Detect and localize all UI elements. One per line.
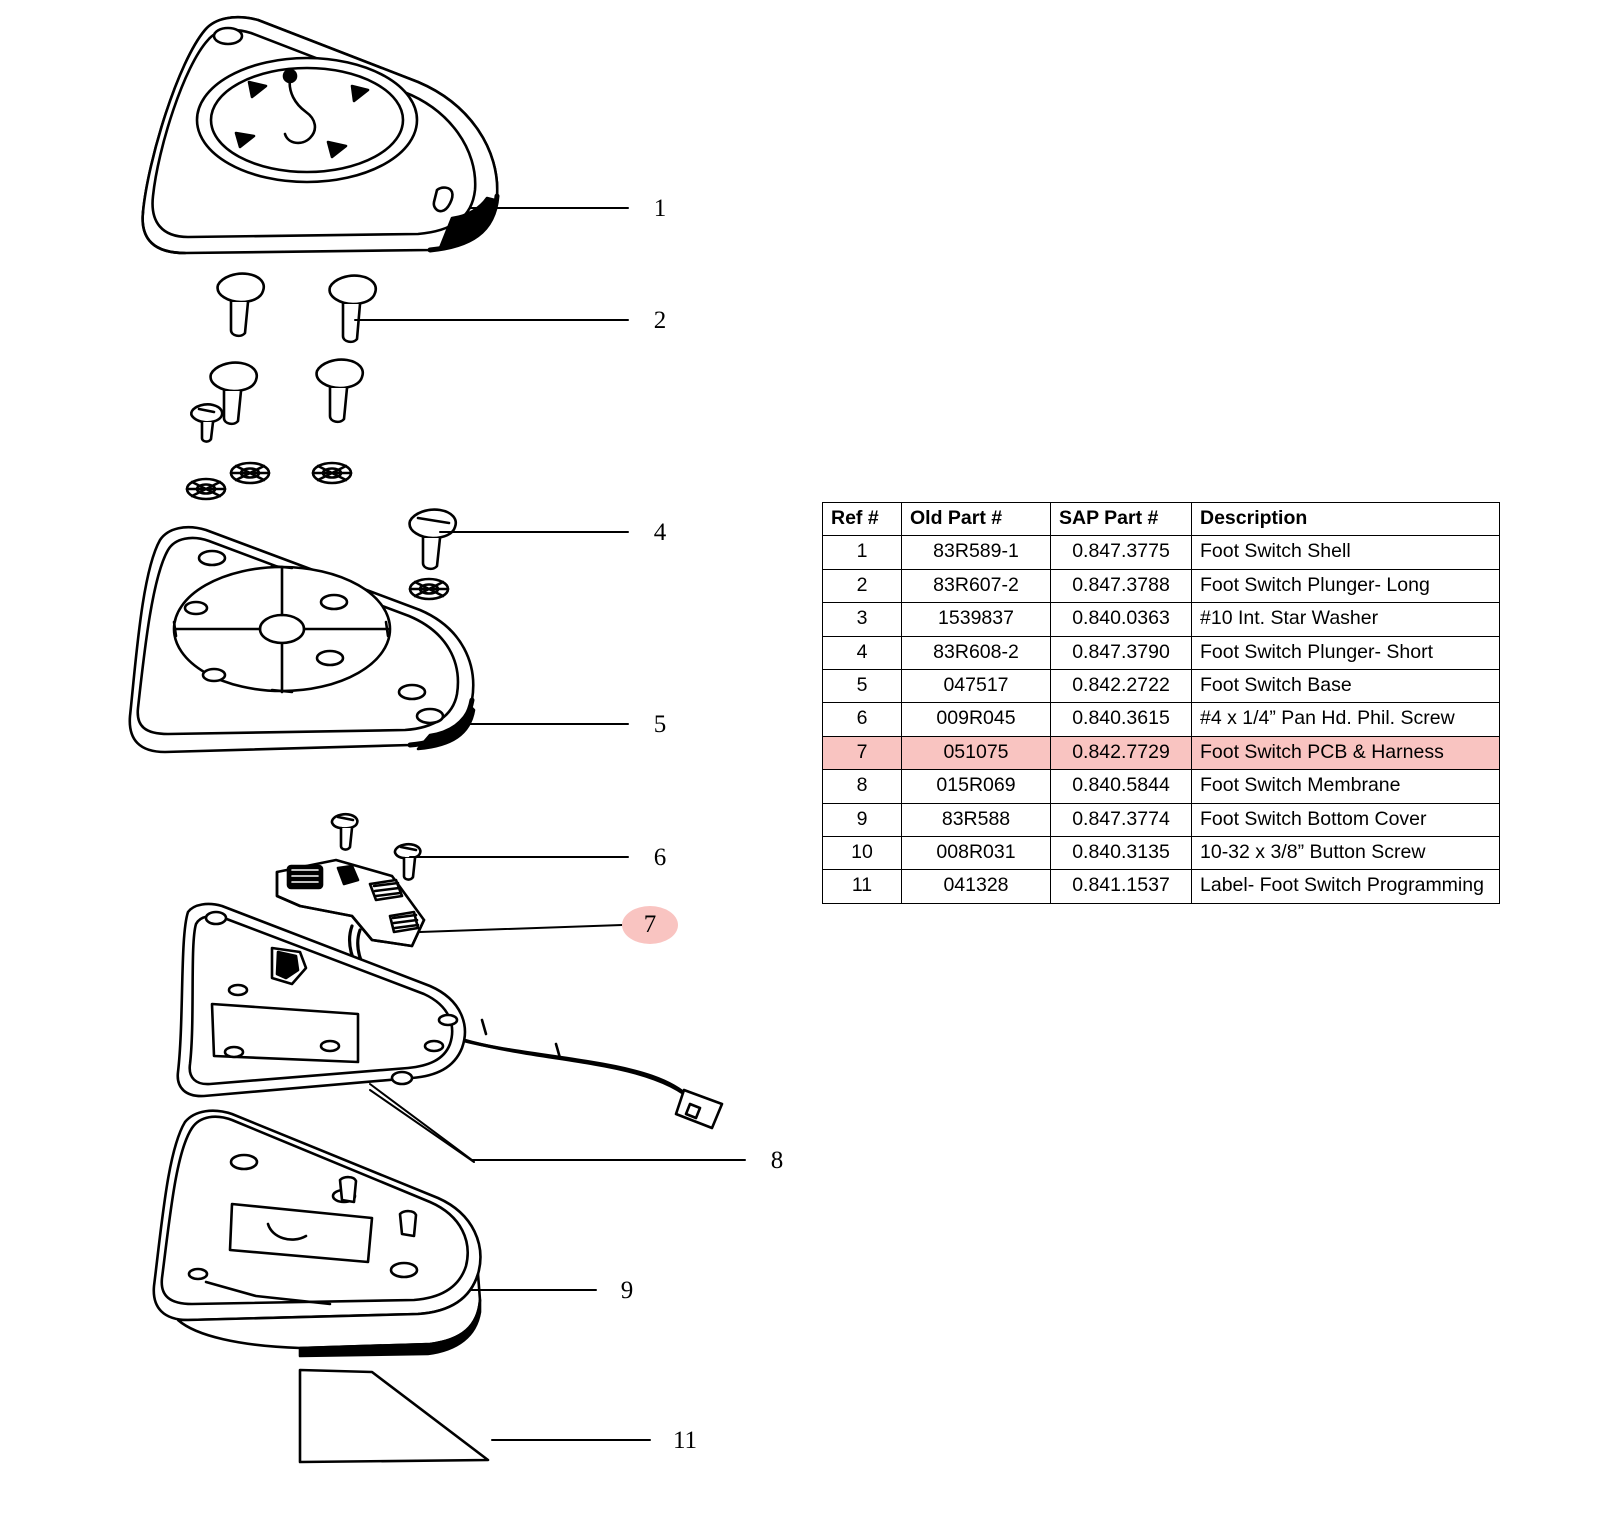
cell-sap: 0.840.3615 bbox=[1051, 703, 1192, 736]
table-row bbox=[823, 770, 1500, 803]
table-row bbox=[823, 569, 1500, 602]
cell-desc: Label- Foot Switch Programming bbox=[1192, 870, 1500, 903]
callout-8: 8 bbox=[770, 1147, 784, 1174]
callout-7-highlighted: 7 bbox=[622, 906, 678, 944]
cell-ref: 11 bbox=[823, 870, 902, 903]
part-foot-switch-bottom-cover bbox=[154, 1111, 481, 1356]
cell-desc: Foot Switch Plunger- Long bbox=[1192, 569, 1500, 602]
table-header-row bbox=[823, 503, 1500, 536]
table-row-highlighted bbox=[823, 736, 1500, 769]
cell-old: 83R607-2 bbox=[902, 569, 1051, 602]
cell-desc: 10-32 x 3/8” Button Screw bbox=[1192, 836, 1500, 869]
table-row bbox=[823, 836, 1500, 869]
part-plunger-long bbox=[218, 274, 376, 342]
cell-sap: 0.840.0363 bbox=[1051, 603, 1192, 636]
header-old-part: Old Part # bbox=[902, 503, 1051, 536]
cell-desc: Foot Switch Bottom Cover bbox=[1192, 803, 1500, 836]
table-row bbox=[823, 603, 1500, 636]
table-row bbox=[823, 636, 1500, 669]
table-row bbox=[823, 870, 1500, 903]
part-programming-label bbox=[300, 1370, 488, 1462]
parts-table bbox=[822, 502, 1500, 904]
cell-old: 009R045 bbox=[902, 703, 1051, 736]
callout-11: 11 bbox=[672, 1427, 698, 1454]
cell-sap: 0.847.3788 bbox=[1051, 569, 1192, 602]
cell-ref: 7 bbox=[823, 736, 902, 769]
table-row bbox=[823, 803, 1500, 836]
cell-sap: 0.842.2722 bbox=[1051, 669, 1192, 702]
cell-ref: 1 bbox=[823, 536, 902, 569]
cell-sap: 0.847.3774 bbox=[1051, 803, 1192, 836]
callout-1: 1 bbox=[653, 195, 667, 222]
header-sap-part: SAP Part # bbox=[1051, 503, 1192, 536]
cell-sap: 0.841.1537 bbox=[1051, 870, 1192, 903]
cell-old: 015R069 bbox=[902, 770, 1051, 803]
callout-6: 6 bbox=[653, 844, 667, 871]
cell-desc: #4 x 1/4” Pan Hd. Phil. Screw bbox=[1192, 703, 1500, 736]
table-row bbox=[823, 669, 1500, 702]
cell-ref: 4 bbox=[823, 636, 902, 669]
cell-desc: #10 Int. Star Washer bbox=[1192, 603, 1500, 636]
cell-ref: 5 bbox=[823, 669, 902, 702]
callout-2: 2 bbox=[653, 307, 667, 334]
cell-old: 83R608-2 bbox=[902, 636, 1051, 669]
callout-9: 9 bbox=[620, 1277, 634, 1304]
cell-old: 83R589-1 bbox=[902, 536, 1051, 569]
cell-ref: 3 bbox=[823, 603, 902, 636]
cell-old: 1539837 bbox=[902, 603, 1051, 636]
callout-5: 5 bbox=[653, 711, 667, 738]
parts-table-container bbox=[822, 502, 1500, 904]
cell-sap: 0.840.3135 bbox=[1051, 836, 1192, 869]
cell-old: 041328 bbox=[902, 870, 1051, 903]
cell-desc: Foot Switch Plunger- Short bbox=[1192, 636, 1500, 669]
cell-sap: 0.840.5844 bbox=[1051, 770, 1192, 803]
callout-4: 4 bbox=[653, 519, 667, 546]
header-description: Description bbox=[1192, 503, 1500, 536]
cell-desc: Foot Switch PCB & Harness bbox=[1192, 736, 1500, 769]
header-ref: Ref # bbox=[823, 503, 902, 536]
cell-ref: 2 bbox=[823, 569, 902, 602]
cell-ref: 9 bbox=[823, 803, 902, 836]
part-foot-switch-shell bbox=[143, 17, 498, 253]
cell-old: 83R588 bbox=[902, 803, 1051, 836]
cell-old: 008R031 bbox=[902, 836, 1051, 869]
cell-ref: 6 bbox=[823, 703, 902, 736]
cell-desc: Foot Switch Shell bbox=[1192, 536, 1500, 569]
cell-sap: 0.847.3790 bbox=[1051, 636, 1192, 669]
cell-sap: 0.847.3775 bbox=[1051, 536, 1192, 569]
table-row bbox=[823, 703, 1500, 736]
cell-old: 051075 bbox=[902, 736, 1051, 769]
table-row bbox=[823, 536, 1500, 569]
cell-sap: 0.842.7729 bbox=[1051, 736, 1192, 769]
cell-old: 047517 bbox=[902, 669, 1051, 702]
cell-ref: 8 bbox=[823, 770, 902, 803]
cell-desc: Foot Switch Membrane bbox=[1192, 770, 1500, 803]
cell-desc: Foot Switch Base bbox=[1192, 669, 1500, 702]
cell-ref: 10 bbox=[823, 836, 902, 869]
